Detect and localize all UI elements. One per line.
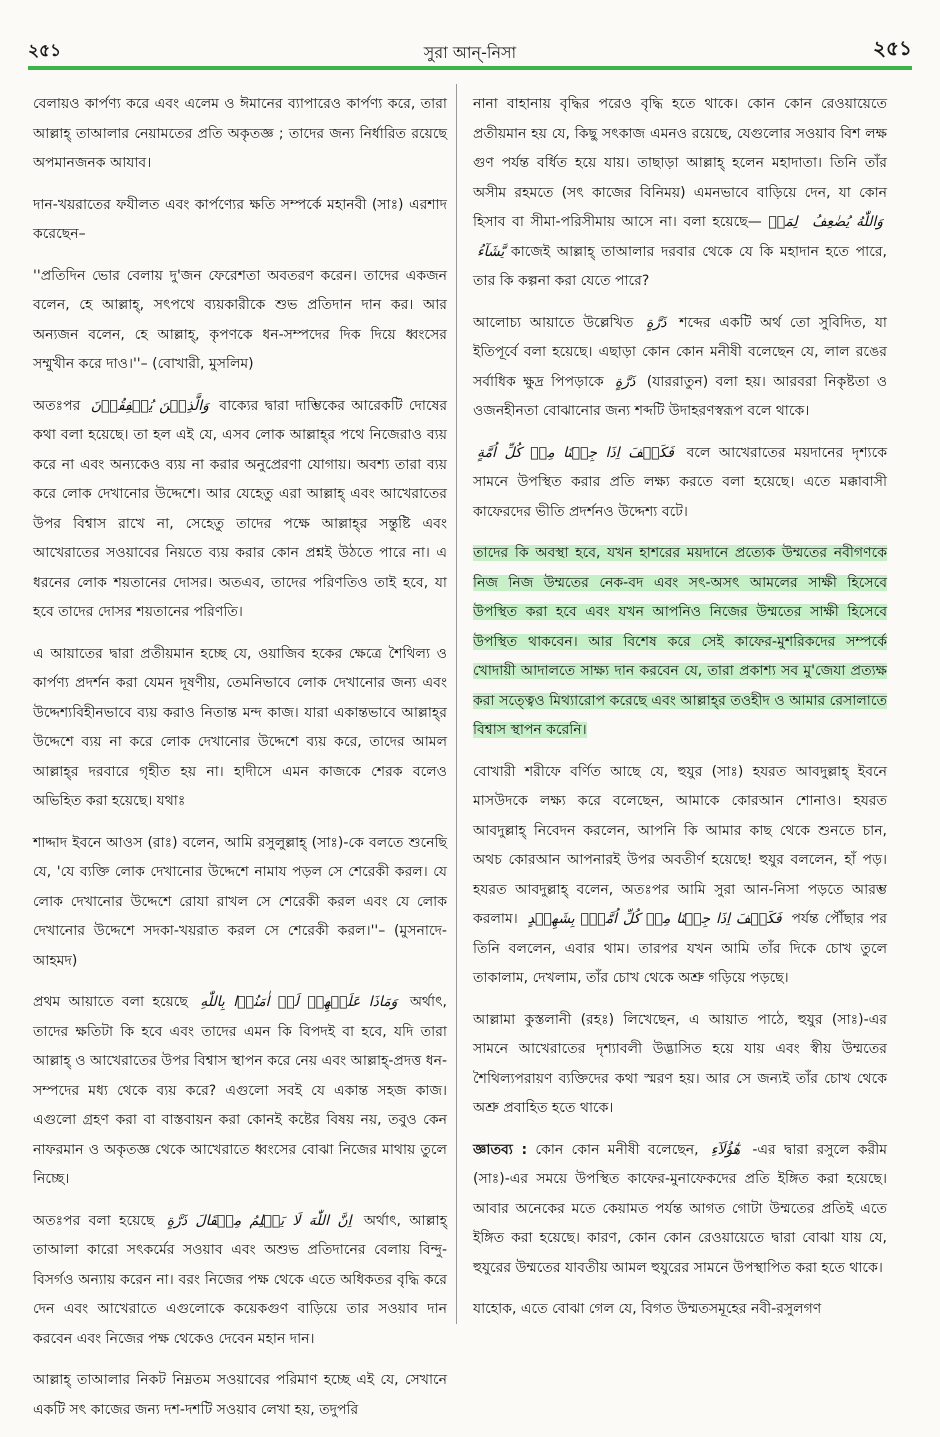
- paragraph: [33, 988, 447, 1195]
- text: প্রথম আয়াতে বলা হয়েছে: [33, 994, 188, 1010]
- text: আলোচ্য আয়াতে উল্লেখিত: [473, 314, 634, 331]
- paragraph: বেলায়ও কার্পণ্য করে এবং এলেম ও ঈমানের ব্যাপারেও কার্পণ্য করে, তারা আল্লাহ্‌ তাআলার নেয়ামতের প্রতি অকৃতজ্ঞ ; তাদের জন্য নির্ধারিত রয়েছে অপমানজনক আযাব।: [33, 96, 447, 171]
- paragraph: [473, 758, 887, 994]
- hadith-quote: শাদ্দাদ ইবনে আওস (রাঃ) বলেন, আমি রসুলুল্লাহ্‌ (সাঃ)-কে বলতে শুনেছি যে, 'যে ব্যক্তি লোক দেখানোর উদ্দেশে নামায পড়ল সে শেরেকী করল। যে লোক দেখানোর উদ্দেশে রোযা রাখল সে শেরেকী করল এবং যে লোক দেখানোর উদ্দেশে সদকা-খয়রাত করল সে শেরেকী করল।''– (মুসনাদে-আহমদ): [33, 834, 447, 969]
- page-number-left: ২৫১: [28, 41, 62, 61]
- arabic-verse: فَكَيۡفَ اِذَا جِئۡنَا مِنۡ كُلِّ اُمَّةٍۭ بِشَهِيۡدٍ: [527, 911, 782, 927]
- arabic-verse: وَاللّٰهُ يُضٰعِفُ: [812, 214, 884, 230]
- arabic-verse: لِمَنۡ يَّشَآءُ: [477, 214, 798, 260]
- arabic-word: ذَرَّةٍ: [646, 314, 667, 331]
- arabic-verse: فَكَيۡفَ اِذَا جِئۡنَا مِنۡ كُلِّ اُمَّةٍ: [477, 444, 674, 461]
- arabic-verse: اِنَّ اللّٰهَ لَا يَظۡلِمُ مِثۡقَالَ ذَرَّةٍ: [166, 1212, 352, 1229]
- paragraph: [33, 392, 447, 628]
- hadith-quote: ''প্রতিদিন ভোর বেলায় দু'জন ফেরেশতা অবতরণ করেন। তাদের একজন বলেন, হে আল্লাহ্‌, সৎপথে ব্যয়কারীকে শুভ প্রতিদান দান কর। আর অন্যজন বলেন, হে আল্লাহ্‌, কৃপণকে ধন-সম্পদের দিক দিয়ে ধ্বংসের সম্মুখীন করে দাও।''– (বোখারী, মুসলিম): [33, 267, 447, 372]
- text: নানা বাহানায় বৃদ্ধির পরেও বৃদ্ধি হতে থাকে। কোন কোন রেওয়ায়েতে প্রতীয়মান হয় যে, কিছু সৎকাজ এমনও রয়েছে, যেগুলোর সওয়াব বিশ লক্ষ গুণ পর্যন্ত বর্ধিত হয়ে যায়। তাছাড়া আল্লাহ্‌ হলেন মহাদাতা। তিনি তাঁর অসীম রহমতে (সৎ কাজের বিনিময়) এমনভাবে বাড়িয়ে দেন, যা কোন হিসাব বা সীমা-পরিসীমায় আসে না। বলা হয়েছে—: [473, 96, 887, 230]
- header-rule: [28, 66, 912, 70]
- text: অর্থাৎ, আল্লাহ্‌ তাআলা কারো সৎকর্মের সওয়াব এবং অশুভ প্রতিদানের বেলায় বিন্দু-বিসর্গও অন্যায় করেন না। বরং নিজের পক্ষ থেকে এতে অধিকতর বৃদ্ধি করে দেন এবং আখেরাতে এগুলোকে কয়েকগুণ বাড়িয়ে তার সওয়াব দান করবেন এবং নিজের পক্ষ থেকেও দেবেন মহান দান।: [33, 1212, 447, 1347]
- page-number-right: ২৫১: [873, 36, 912, 60]
- arabic-word: هٰٓؤُلَآءِ: [710, 1141, 741, 1158]
- paragraph: [473, 90, 887, 297]
- paragraph: আল্লাহ্‌ তাআলার নিকট নিম্নতম সওয়াবের পরিমাণ হচ্ছে এই যে, সেখানে একটি সৎ কাজের জন্য দশ-দশটি সওয়াব লেখা হয়, তদুপরি: [33, 1372, 447, 1418]
- text: -এর দ্বারা রসুলে করীম (সাঃ)-এর সময়ে উপস্থিত কাফের-মুনাফেকদের প্রতি ইঙ্গিত করা হয়েছে। আবার অনেকের মতে কেয়ামত পর্যন্ত আগত গোটা উম্মতের প্রতিই এতে ইঙ্গিত করা হয়েছে। কারণ, কোন কোন রেওয়ায়েতে দ্বারা বোঝা যায় যে, হুযুরের উম্মতের যাবতীয় আমল হুযুরের সামনে উপস্থাপিত করা হতে থাকে।: [473, 1141, 887, 1276]
- arabic-verse: وَمَاذَا عَلَيۡهِمۡ لَوۡ اٰمَنُوۡا بِاللّٰهِ: [200, 994, 398, 1010]
- text: অর্থাৎ, তাদের ক্ষতিটা কি হবে এবং তাদের এমন কি বিপদই বা হবে, যদি তারা আল্লাহ্‌ ও আখেরাতের উপর বিশ্বাস স্থাপন করে নেয় এবং আল্লাহ্‌-প্রদত্ত ধন-সম্পদের মধ্য থেকে ব্যয় করে? এগুলো সবই যে একান্ত সহজ কাজ। এগুলো গ্রহণ করা বা বাস্তবায়ন করা কোনই কষ্টের বিষয় নয়, তবুও কেন নাফরমান ও অকৃতজ্ঞ থেকে আখেরাতে ধ্বংসের বোঝা নিজের মাথায় তুলে নিচ্ছে।: [33, 994, 447, 1187]
- text: বোখারী শরীফে বর্ণিত আছে যে, হুযুর (সাঃ) হযরত আবদুল্লাহ্‌ ইবনে মাসউদকে লক্ষ্য করে বলেছেন, আমাকে কোরআন শোনাও। হযরত আবদুল্লাহ্‌ নিবেদন করলেন, আপনি কি আমার কাছ থেকে শুনতে চান, অথচ কোরআন আপনারই উপর অবতীর্ণ হয়েছে! হুযুর বললেন, হাঁ পড়। হযরত আবদুল্লাহ্‌ বলেন, অতঃপর আমি সুরা আন-নিসা পড়তে আরম্ভ করলাম।: [473, 763, 887, 927]
- paragraph: [33, 1207, 447, 1355]
- text: শব্দের একটি অর্থ তো সুবিদিত, যা ইতিপূর্বে বলা হয়েছে। এছাড়া কোন কোন মনীষী বলেছেন যে, লাল রঙের সর্বাধিক ক্ষুদ্র পিপড়াকে: [473, 314, 887, 390]
- chapter-title: সুরা আন্‌-নিসা: [423, 43, 517, 62]
- paragraph: আল্লামা কুস্তলানী (রহঃ) লিখেছেন, এ আয়াত পাঠে, হুযুর (সাঃ)-এর সামনে আখেরাতের দৃশ্যাবলী উদ্ভাসিত হয়ে যায় এবং স্বীয় উম্মতের শৈথিল্যপরায়ণ ব্যক্তিদের কথা স্মরণ হয়। আর সে জন্যই তাঁর চোখ থেকে অশ্রু প্রবাহিত হতে থাকে।: [473, 1011, 887, 1116]
- text: কাজেই আল্লাহ্‌ তাআলার দরবার থেকে যে কি মহাদান হতে পারে, তার কি কল্পনা করা যেতে পারে?: [473, 243, 888, 289]
- highlighted-text: তাদের কি অবস্থা হবে, যখন হাশরের ময়দানে প্রত্যেক উম্মতের নবীগণকে নিজ নিজ উম্মতের নেক-বদ এবং সৎ-অসৎ আমলের সাক্ষী হিসেবে উপস্থিত করা হবে এবং যখন আপনিও নিজের উম্মতের সাক্ষী হিসেবে উপস্থিত থাকবেন। আর বিশেষ করে সেই কাফের-মুশরিকদের সম্পর্কে খোদায়ী আদালতে সাক্ষ্য দান করবেন যে, তারা প্রকাশ্য সব মু'জেযা প্রত্যক্ষ করা সত্ত্বেও মিথ্যারোপ করেছে এবং আল্লাহ্‌র তওহীদ ও আমার রেসালাতে বিশ্বাস স্থাপন করেনি।: [473, 545, 887, 738]
- arabic-verse: وَالَّذِيۡنَ يُنۡفِقُوۡنَ: [90, 397, 209, 414]
- highlighted-paragraph: [473, 539, 887, 746]
- paragraph: [473, 439, 887, 528]
- text: পর্যন্ত পৌঁছার পর তিনি বললেন, এবার থাম। তারপর যখন আমি তাঁর দিকে চোখ তুলে তাকালাম, দেখলাম, তাঁর চোখ থেকে অশ্রু গড়িয়ে পড়ছে।: [473, 911, 887, 986]
- paragraph: [473, 1136, 887, 1284]
- text: বলে আখেরাতের ময়দানের দৃশ্যকে সামনে উপস্থিত করার প্রতি লক্ষ্য করতে বলা হয়েছে। এতে মক্কাবাসী কাফেরদের ভীতি প্রদর্শনও উদ্দেশ্য বটে।: [473, 444, 887, 520]
- paragraph: [473, 309, 887, 427]
- text: অতঃপর বলা হয়েছে: [33, 1212, 155, 1229]
- page-header: [28, 38, 912, 66]
- left-column: [33, 90, 447, 1437]
- text: (যাররাতুন) বলা হয়। আরবরা নিকৃষ্টতা ও ওজনহীনতা বোঝানোর জন্য শব্দটি উদাহরণস্বরূপ বলে থাকে।: [473, 373, 887, 419]
- paragraph: দান-খয়রাতের ফযীলত এবং কার্পণ্যের ক্ষতি সম্পর্কে মহানবী (সাঃ) এরশাদ করেছেন–: [33, 196, 447, 242]
- column-divider: [456, 84, 457, 1324]
- note-label: জ্ঞাতব্য :: [473, 1141, 528, 1158]
- right-column: [473, 90, 887, 1337]
- paragraph: এ আয়াতের দ্বারা প্রতীয়মান হচ্ছে যে, ওয়াজিব হকের ক্ষেত্রে শৈথিল্য ও কার্পণ্য প্রদর্শন করা যেমন দূষণীয়, তেমনিভাবে লোক দেখানোর জন্য এবং উদ্দেশ্যবিহীনভাবে ব্যয় করাও নিতান্ত মন্দ কাজ। যারা একান্তভাবে আল্লাহ্‌র উদ্দেশে ব্যয় না করে লোক দেখানোর উদ্দেশে ব্যয় করে, তাদের আমল আল্লাহ্‌র দরবারে গৃহীত হয় না। হাদীসে এমন কাজকে শেরক বলেও অভিহিত করা হয়েছে। যথাঃ: [33, 645, 447, 809]
- paragraph: যাহোক, এতে বোঝা গেল যে, বিগত উম্মতসমূহের নবী-রসুলগণ: [473, 1301, 822, 1317]
- text: কোন কোন মনীষী বলেছেন,: [535, 1141, 699, 1158]
- arabic-word: ذَرَّةٍ: [615, 373, 636, 390]
- text: বাক্যের দ্বারা দাম্ভিকের আরেকটি দোষের কথা বলা হয়েছে। তা হল এই যে, এসব লোক আল্লাহ্‌র পথে নিজেরাও ব্যয় করে না এবং অন্যকেও ব্যয় না করার অনুপ্রেরণা যোগায়। অবশ্য তারা ব্যয় করে লোক দেখানোর উদ্দেশে। আর যেহেতু এরা আল্লাহ্‌ এবং আখেরাতের উপর বিশ্বাস রাখে না, সেহেতু তাদের পক্ষে আল্লাহ্‌র সন্তুষ্টি এবং আখেরাতের সওয়াবের নিয়তে ব্যয় করার কোন প্রশ্নই উঠতে পারে না। এ ধরনের লোক শয়তানের দোসর। অতএব, তাদের পরিণতিও তাই হবে, যা হবে তাদের দোসর শয়তানের পরিণতি।: [33, 397, 448, 620]
- text: অতঃপর: [33, 397, 81, 414]
